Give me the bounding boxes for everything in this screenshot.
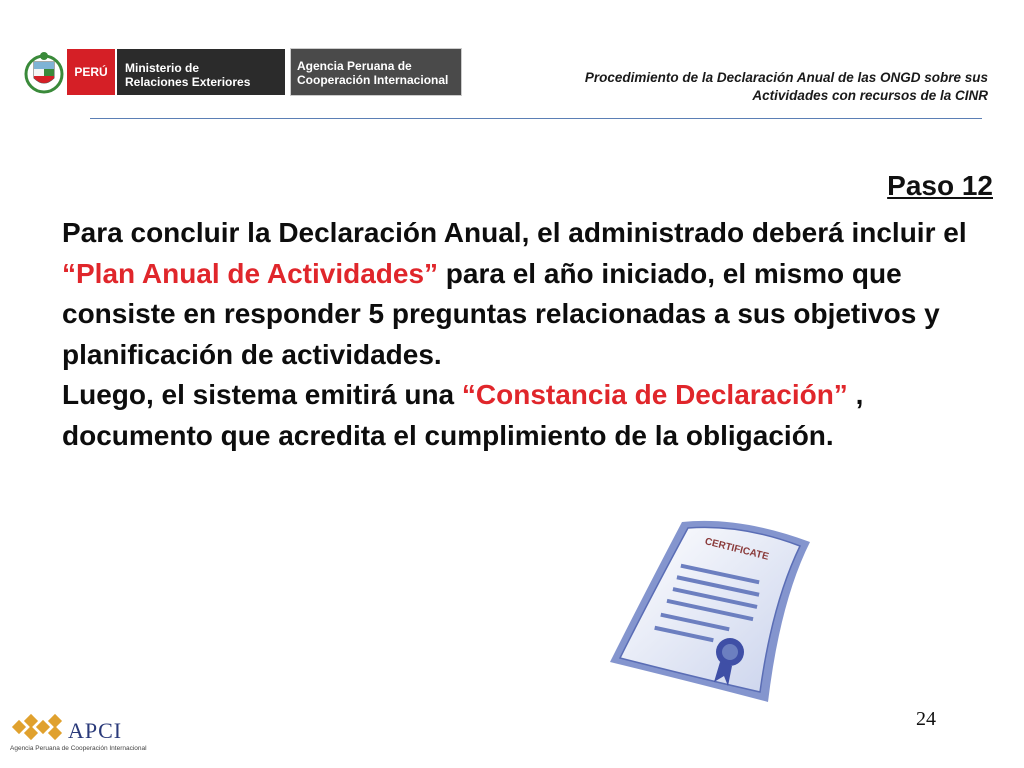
apci-logo-subtext: Agencia Peruana de Cooperación Internacional <box>10 745 147 752</box>
header-title-line1: Procedimiento de la Declaración Anual de las ONGD sobre sus <box>584 70 988 85</box>
ministry-logo <box>116 48 286 96</box>
ministry-line1: Ministerio de <box>125 61 200 75</box>
certificate-label: CERTIFICATE <box>703 536 770 563</box>
peru-label-box <box>66 48 116 96</box>
agency-logo <box>290 48 462 96</box>
paragraph-constancia <box>62 375 992 456</box>
page-number: 24 <box>916 708 936 730</box>
step-title: Paso 12 <box>887 170 993 201</box>
peru-coat-of-arms-icon <box>22 48 66 96</box>
paragraph-plan-text-b: para el año iniciado, el mismo que consiste en responder 5 preguntas relacionadas a sus objetivos y planificación de actividades. <box>62 257 940 370</box>
header-logo-strip <box>22 48 462 96</box>
paragraph-plan-text-a: Para concluir la Declaración Anual, el administrado deberá incluir el <box>62 217 967 248</box>
plan-anual-highlight: “Plan Anual de Actividades” <box>62 257 439 289</box>
document-header-title <box>468 69 988 105</box>
apci-logo-text: APCI <box>68 718 123 743</box>
agency-line1: Agencia Peruana de <box>297 59 412 73</box>
ministry-line2: Relaciones Exteriores <box>125 75 251 89</box>
paragraph-constancia-text-a: Luego, el sistema emitirá una <box>62 379 462 410</box>
paragraph-plan <box>62 213 992 375</box>
apci-diamonds-icon <box>10 712 66 742</box>
apci-footer-logo <box>10 712 147 756</box>
constancia-highlight: “Constancia de Declaración” <box>461 379 848 410</box>
body-text <box>62 213 992 456</box>
agency-line2: Cooperación Internacional <box>297 73 449 87</box>
header-title-line2: Actividades con recursos de la CINR <box>752 88 988 103</box>
peru-label: PERÚ <box>74 65 108 79</box>
paragraph-constancia-text-b: , documento que acredita el cumplimiento de la obligación. <box>62 379 864 451</box>
certificate-icon <box>600 512 820 707</box>
header-divider <box>90 118 982 119</box>
